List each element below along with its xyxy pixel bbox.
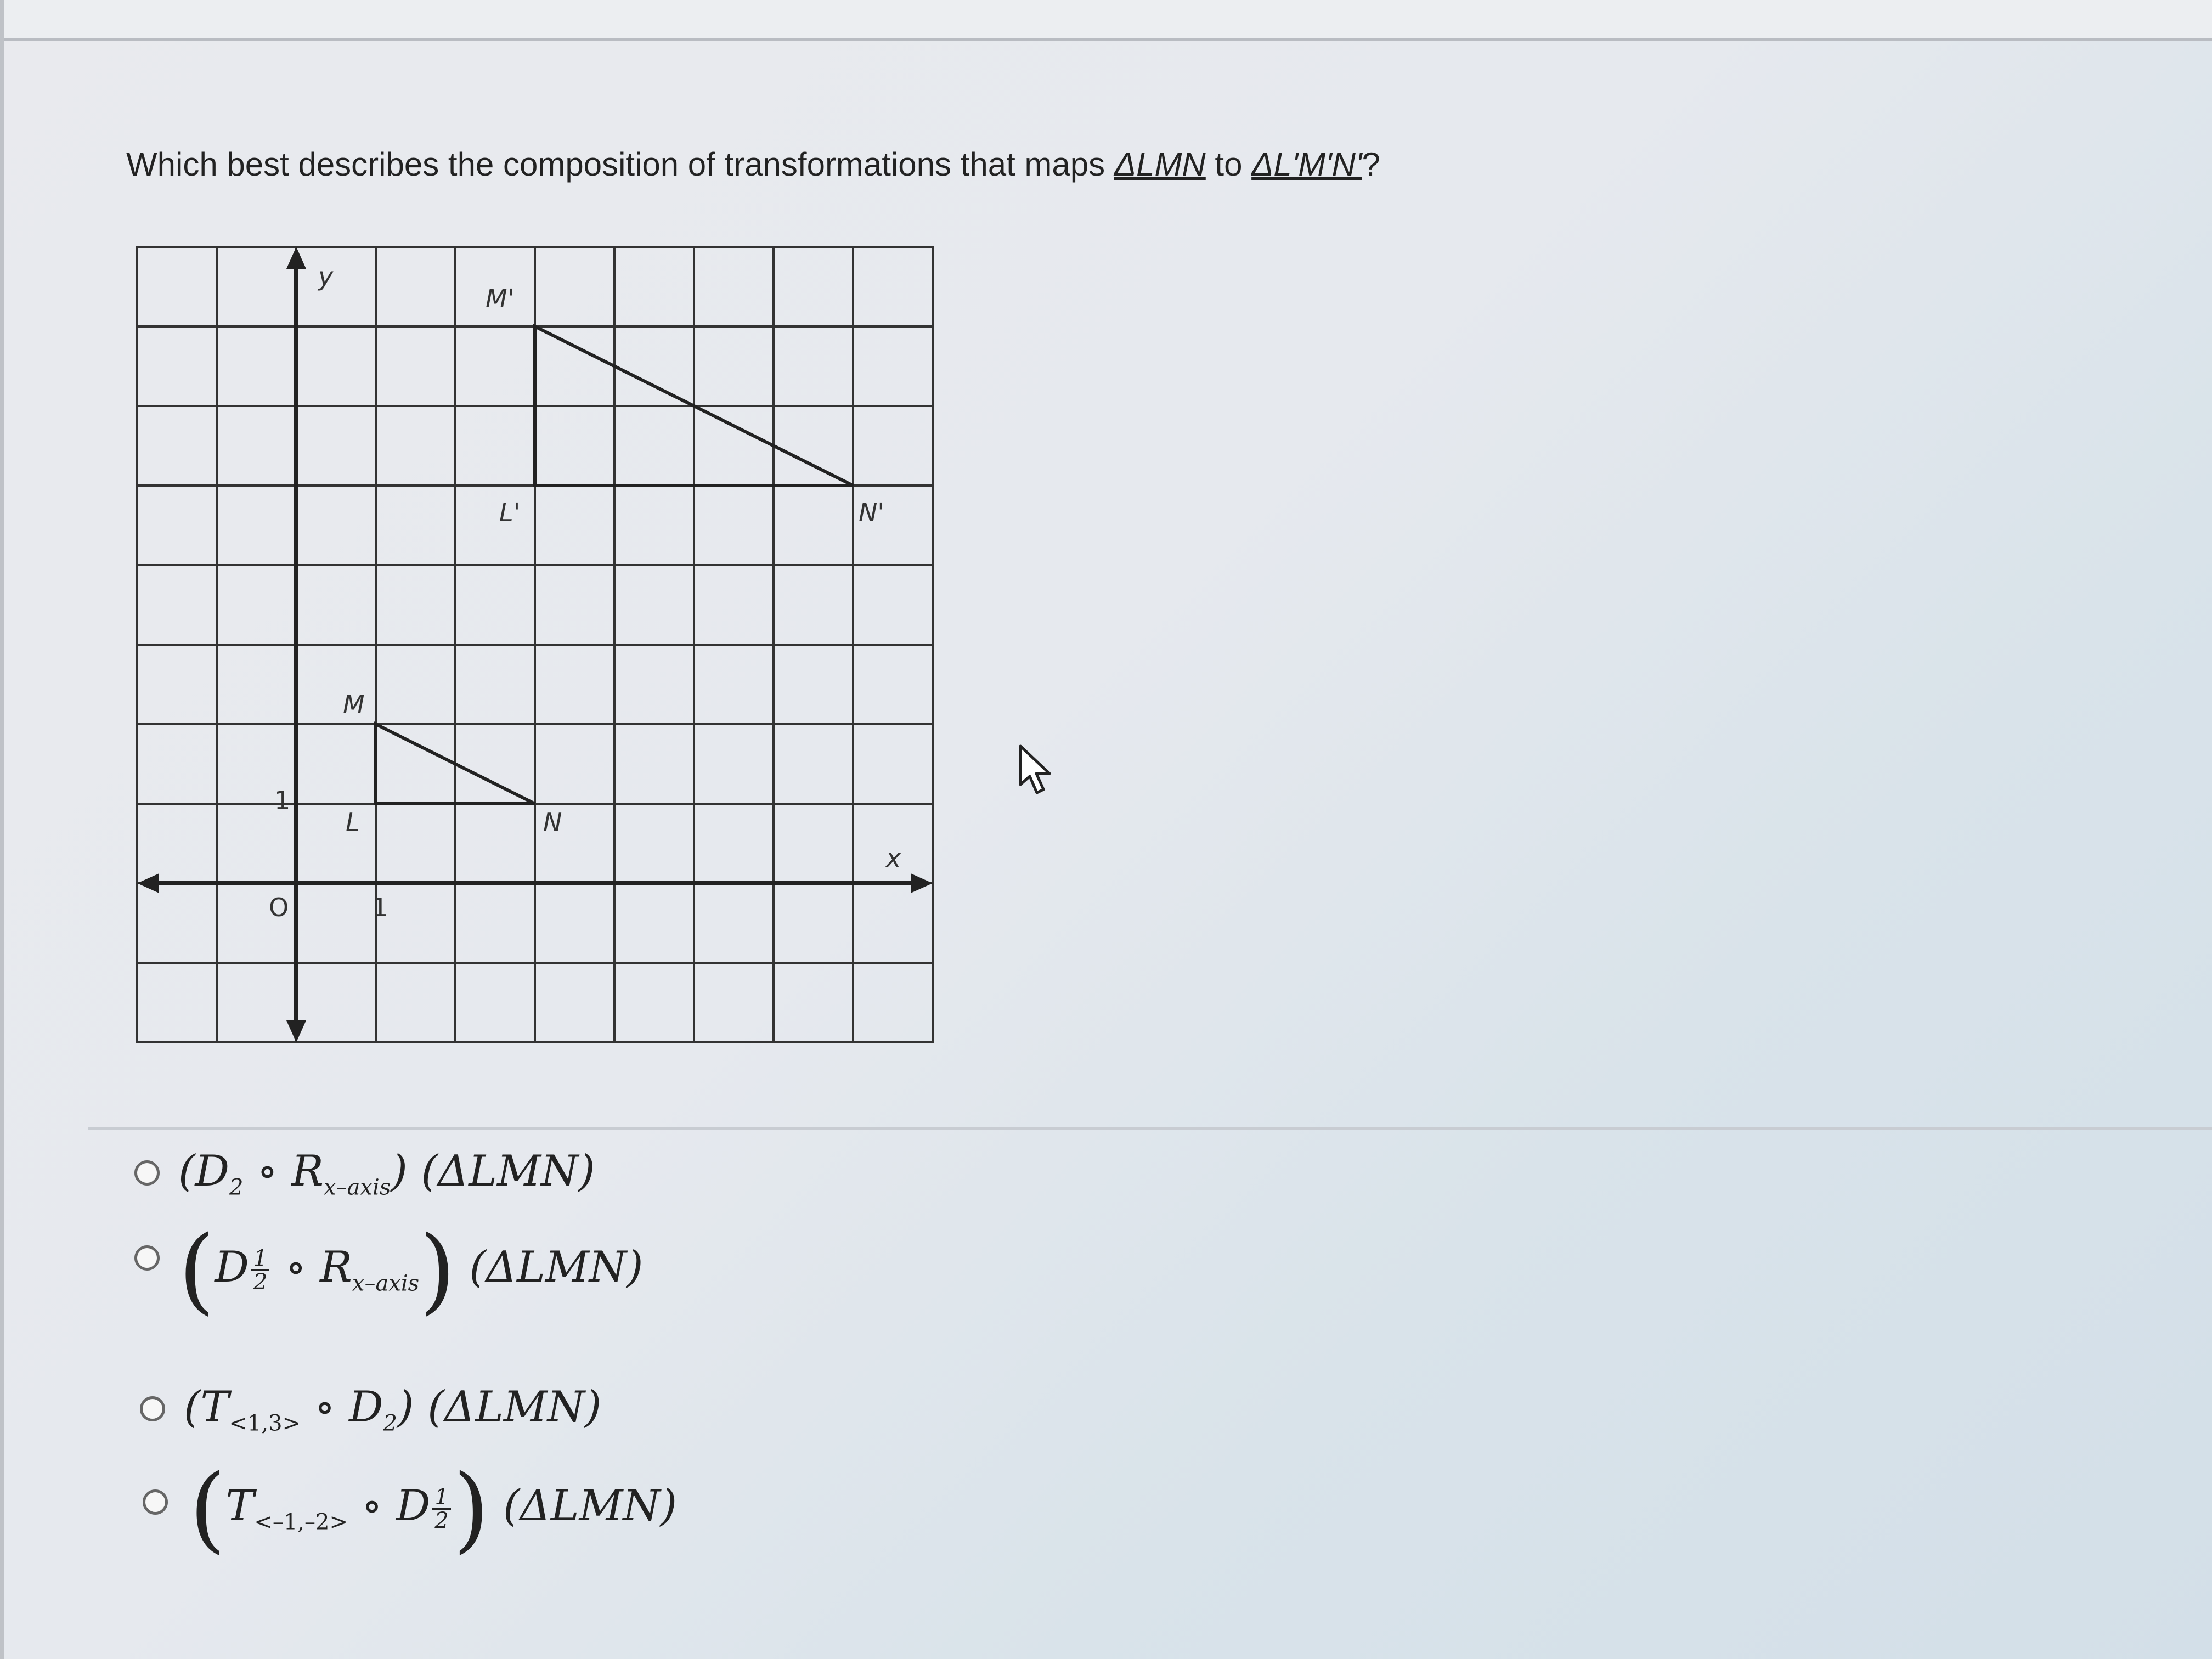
left-frame bbox=[0, 0, 4, 1659]
divider bbox=[88, 1127, 2212, 1130]
y-axis-arrow-up bbox=[286, 247, 306, 269]
option-4-expression: ($T_{<-1,-2>}$ ∘ D $\frac{1}{2}$ ) (ΔLMN) bbox=[189, 1454, 678, 1563]
point-n-label: N bbox=[543, 808, 562, 837]
x-tick-label: 1 bbox=[372, 893, 388, 922]
coordinate-graph bbox=[126, 236, 938, 1048]
point-n-prime-label: N' bbox=[859, 498, 885, 527]
question-text bbox=[126, 145, 1380, 183]
option-4[interactable] bbox=[189, 1454, 678, 1563]
question-prefix: Which best describes the composition of transformations that maps bbox=[126, 146, 1114, 183]
top-frame bbox=[0, 0, 2212, 41]
point-l-prime-label: L' bbox=[499, 498, 521, 527]
option-3-expression: ($T_{<1,3>}$ ∘ $D_2$) (ΔLMN) bbox=[184, 1383, 602, 1436]
option-4-radio[interactable] bbox=[143, 1489, 168, 1515]
point-m-label: M bbox=[343, 690, 365, 719]
y-axis-arrow-down bbox=[286, 1020, 306, 1042]
x-axis-label: x bbox=[886, 843, 901, 873]
option-2-radio[interactable] bbox=[134, 1245, 160, 1271]
point-m-prime-label: M' bbox=[486, 284, 515, 313]
option-1-radio[interactable] bbox=[134, 1160, 160, 1186]
question-middle: to bbox=[1205, 146, 1252, 183]
y-axis-label: y bbox=[318, 262, 334, 291]
origin-label: O bbox=[269, 893, 289, 922]
option-2[interactable] bbox=[178, 1216, 644, 1324]
option-3-radio[interactable] bbox=[140, 1396, 165, 1421]
y-tick-label: 1 bbox=[274, 786, 291, 815]
mouse-cursor-icon bbox=[1018, 743, 1056, 798]
point-l-label: L bbox=[346, 808, 360, 837]
triangle-to: ΔL'M'N' bbox=[1251, 146, 1362, 183]
option-3[interactable] bbox=[184, 1383, 601, 1436]
option-1-expression: ($D_2$ ∘ $R_{x-axis}$) (ΔLMN) bbox=[178, 1147, 595, 1200]
option-2-expression: (D $\frac{1}{2}$ ∘ $R_{x-axis}$) (ΔLMN) bbox=[178, 1216, 644, 1324]
triangle-from: ΔLMN bbox=[1114, 146, 1206, 183]
option-1[interactable] bbox=[178, 1147, 595, 1200]
x-axis-arrow-left bbox=[137, 873, 159, 893]
x-axis-arrow-right bbox=[911, 873, 933, 893]
question-suffix: ? bbox=[1362, 146, 1380, 183]
